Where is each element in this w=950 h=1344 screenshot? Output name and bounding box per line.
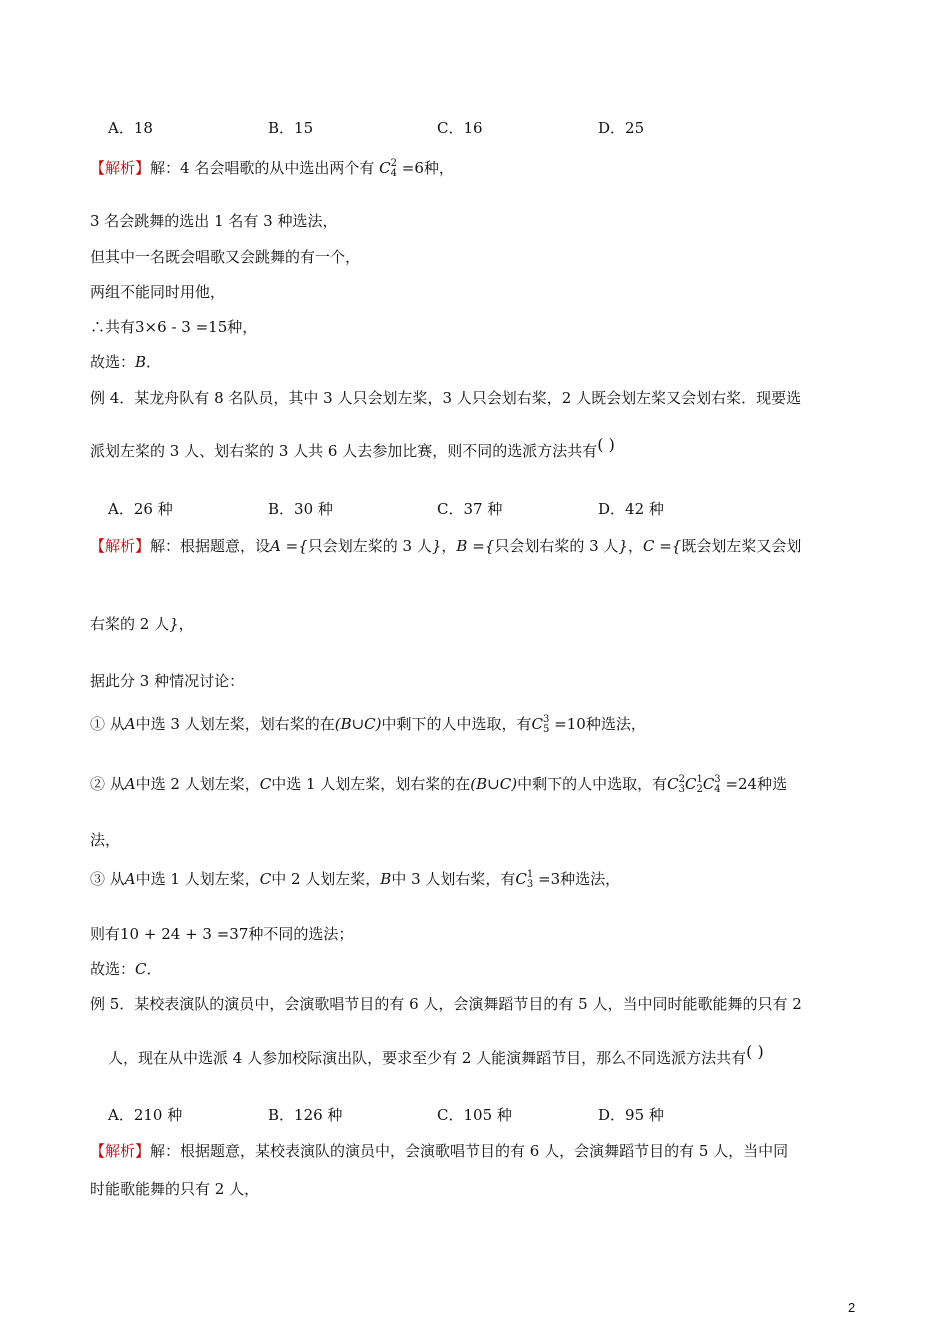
ex5-question-line-2: 人，现在从中选派 4 人参加校际演出队，要求至少有 2 人能演舞蹈节目，那么不同选派方法共有( ) bbox=[108, 1042, 764, 1067]
analysis-tag: 【解析】 bbox=[90, 537, 151, 555]
option-a: A．26 种 bbox=[108, 500, 173, 518]
option-c: C．37 种 bbox=[437, 500, 503, 518]
q3-analysis-line-3: 但其中一名既会唱歌又会跳舞的有一个， bbox=[90, 248, 361, 266]
ex5-analysis-line-2: 时能歌能舞的只有 2 人， bbox=[90, 1180, 260, 1198]
ex4-case-2: ② 从A中选 2 人划左桨，C中选 1 人划左桨，划右桨的在(B∪C)中剩下的人中选取，有C2 3C1 2C3 4 =24种选 bbox=[90, 774, 788, 795]
q3-options bbox=[108, 117, 868, 139]
ex4-total: 则有10 + 24 + 3 =37种不同的选法； bbox=[90, 925, 354, 943]
q3-analysis-line-1: 【解析】解：4 名会唱歌的从中选出两个有 C2 4 =6种， bbox=[90, 158, 454, 179]
ex4-answer: 故选：C． bbox=[90, 960, 162, 978]
option-b: B．126 种 bbox=[268, 1106, 343, 1124]
ex4-analysis-line-1: 【解析】解：根据题意，设A ={只会划左桨的 3 人}，B ={只会划右桨的 3 人}，C ={既会划左桨又会划 bbox=[90, 537, 802, 555]
option-d: D．95 种 bbox=[598, 1106, 664, 1124]
option-c: C．105 种 bbox=[437, 1106, 512, 1124]
ex4-case-1: ① 从A中选 3 人划左桨，划右桨的在(B∪C)中剩下的人中选取，有C3 5 =10种选法， bbox=[90, 714, 646, 735]
option-d: D．25 bbox=[598, 119, 645, 137]
ex5-analysis-line-1: 【解析】解：根据题意，某校表演队的演员中，会演歌唱节目的有 6 人，会演舞蹈节目的有 5 人，当中同 bbox=[90, 1142, 789, 1160]
option-a: A．18 bbox=[108, 119, 153, 137]
ex5-options bbox=[108, 1104, 868, 1126]
ex4-question-line-2: 派划左桨的 3 人、划右桨的 3 人共 6 人去参加比赛，则不同的选派方法共有( ) bbox=[90, 435, 615, 460]
q3-analysis-line-2: 3 名会跳舞的选出 1 名有 3 种选法， bbox=[90, 212, 338, 230]
ex4-analysis-line-2: 右桨的 2 人}， bbox=[90, 615, 194, 633]
option-a: A．210 种 bbox=[108, 1106, 183, 1124]
option-c: C．16 bbox=[437, 119, 483, 137]
ex4-analysis-line-3: 据此分 3 种情况讨论： bbox=[90, 672, 245, 690]
ex5-question-line-1: 例 5．某校表演队的演员中，会演歌唱节目的有 6 人，会演舞蹈节目的有 5 人，当中同时能歌能舞的只有 2 bbox=[90, 995, 802, 1013]
q3-analysis-line-4: 两组不能同时用他， bbox=[90, 283, 226, 301]
option-d: D．42 种 bbox=[598, 500, 664, 518]
q3-analysis-line-5: ∴共有3×6 - 3 =15种， bbox=[90, 318, 258, 336]
analysis-tag: 【解析】 bbox=[90, 159, 151, 177]
ex4-options bbox=[108, 498, 868, 520]
analysis-tag: 【解析】 bbox=[90, 1142, 151, 1160]
page-number: 2 bbox=[848, 1300, 856, 1315]
q3-answer: 故选：B． bbox=[90, 353, 162, 371]
ex4-question-line-1: 例 4．某龙舟队有 8 名队员，其中 3 人只会划左桨，3 人只会划右桨，2 人既会划左桨又会划右桨．现要选 bbox=[90, 389, 802, 407]
ex4-case-3: ③ 从A中选 1 人划左桨，C中 2 人划左桨，B中 3 人划右桨，有C1 3 =3种选法， bbox=[90, 869, 621, 890]
option-b: B．30 种 bbox=[268, 500, 333, 518]
ex4-case-2-cont: 法， bbox=[90, 831, 121, 849]
option-b: B．15 bbox=[268, 119, 314, 137]
